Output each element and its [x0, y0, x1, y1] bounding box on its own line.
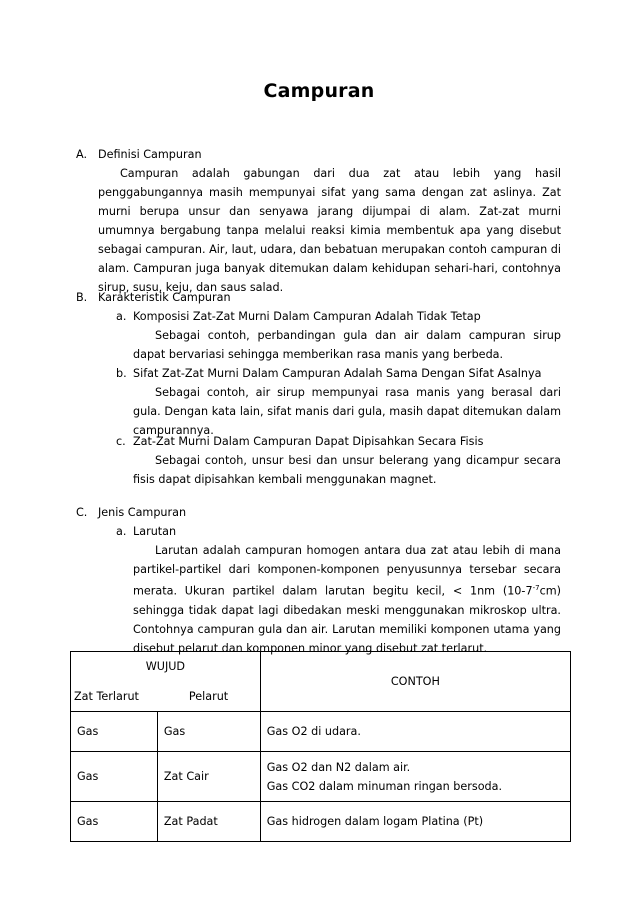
larutan-text-part2: cm) sehingga tidak dapat lagi dibedakan meski menggunakan mikroskop ultra. Contohnya campuran gula dan air. Larutan memiliki komponen utama yang disebut pelarut dan komponen minor yang disebut zat terlarut.: [133, 584, 561, 655]
table-cell-example: Gas hidrogen dalam logam Platina (Pt): [260, 802, 570, 842]
table-row: [71, 752, 571, 802]
section-a-title: Definisi Campuran: [98, 148, 202, 161]
table-header-pelarut: Pelarut: [157, 682, 260, 712]
wujud-contoh-table: [70, 651, 571, 842]
section-b-heading: [76, 288, 231, 307]
table-example-line: Gas O2 dan N2 dalam air.: [266, 760, 411, 774]
table-cell-example: Gas O2 di udara.: [260, 712, 570, 752]
table-row: [71, 802, 571, 842]
section-b-item-c-paragraph: Sebagai contoh, unsur besi dan unsur belerang yang dicampur secara fisis dapat dipisahkan kembali menggunakan magnet.: [133, 454, 561, 486]
section-c-item-a-title: Larutan: [133, 525, 177, 538]
section-b-item-b-label: b.: [116, 367, 127, 380]
table-cell-solvent: Zat Padat: [157, 802, 260, 842]
section-b-item-c-heading: [116, 432, 483, 451]
table-row: [71, 712, 571, 752]
table-cell-solute: Gas: [71, 752, 158, 802]
table-cell-example: [260, 752, 570, 802]
section-b-item-a-paragraph: Sebagai contoh, perbandingan gula dan air dalam campuran sirup dapat bervariasi sehingga memberikan rasa manis yang berbeda.: [133, 329, 561, 361]
section-a-label: A.: [76, 148, 88, 161]
table-header-zat-terlarut: Zat Terlarut: [71, 682, 158, 712]
section-c-item-a-label: a.: [116, 525, 127, 538]
document-title: Campuran: [263, 80, 375, 102]
section-b-item-c-title: Zat-Zat Murni Dalam Campuran Dapat Dipisahkan Secara Fisis: [133, 435, 484, 448]
table-cell-solute: Gas: [71, 712, 158, 752]
section-b-item-a-label: a.: [116, 310, 127, 323]
section-b-item-b-title: Sifat Zat-Zat Murni Dalam Campuran Adalah Sama Dengan Sifat Asalnya: [133, 367, 542, 380]
table-cell-solute: Gas: [71, 802, 158, 842]
section-c-item-a-paragraph: [133, 541, 561, 658]
section-b-item-b-paragraph: Sebagai contoh, air sirup mempunyai rasa manis yang berasal dari gula. Dengan kata lain, sifat manis dari gula, masih dapat ditemukan dalam campurannya.: [133, 386, 561, 437]
section-a-paragraph: Campuran adalah gabungan dari dua zat atau lebih yang hasil penggabungannya masih mempunyai sifat yang sama dengan zat aslinya. Zat murni berupa unsur dan senyawa jarang dijumpai di alam. Zat-zat murni umumnya bergabung tanpa melalui reaksi kimia membentuk apa yang disebut sebagai campuran. Air, laut, udara, dan bebatuan merupakan contoh campuran di alam. Campuran juga banyak ditemukan dalam kehidupan sehari-hari, contohnya sirup, susu, keju, dan saus salad.: [98, 167, 561, 294]
section-b-item-a-heading: [116, 307, 481, 326]
table-header-row: [71, 652, 571, 682]
table-cell-solvent: Gas: [157, 712, 260, 752]
table-header-wujud: WUJUD: [71, 652, 261, 682]
section-c-heading: [76, 503, 186, 522]
section-b-item-b-heading: [116, 364, 541, 383]
section-c-label: C.: [76, 506, 88, 519]
section-b-title: Karakteristik Campuran: [98, 291, 231, 304]
section-b-item-a-title: Komposisi Zat-Zat Murni Dalam Campuran Adalah Tidak Tetap: [133, 310, 481, 323]
section-a-heading: [76, 145, 202, 164]
table-cell-solvent: Zat Cair: [157, 752, 260, 802]
larutan-superscript: -7: [532, 584, 540, 592]
section-c-item-a-heading: [116, 522, 176, 541]
section-b-item-c-label: c.: [116, 435, 126, 448]
table-header-contoh: CONTOH: [260, 652, 570, 712]
table-example-line: Gas CO2 dalam minuman ringan bersoda.: [266, 779, 503, 793]
section-c-title: Jenis Campuran: [98, 506, 187, 519]
section-b-label: B.: [76, 291, 88, 304]
larutan-text-part1: Larutan adalah campuran homogen antara dua zat atau lebih di mana partikel-partikel dari komponen-komponen penyusunnya tersebar secara merata. Ukuran partikel dalam larutan begitu kecil, < 1nm (10-7: [133, 544, 561, 598]
